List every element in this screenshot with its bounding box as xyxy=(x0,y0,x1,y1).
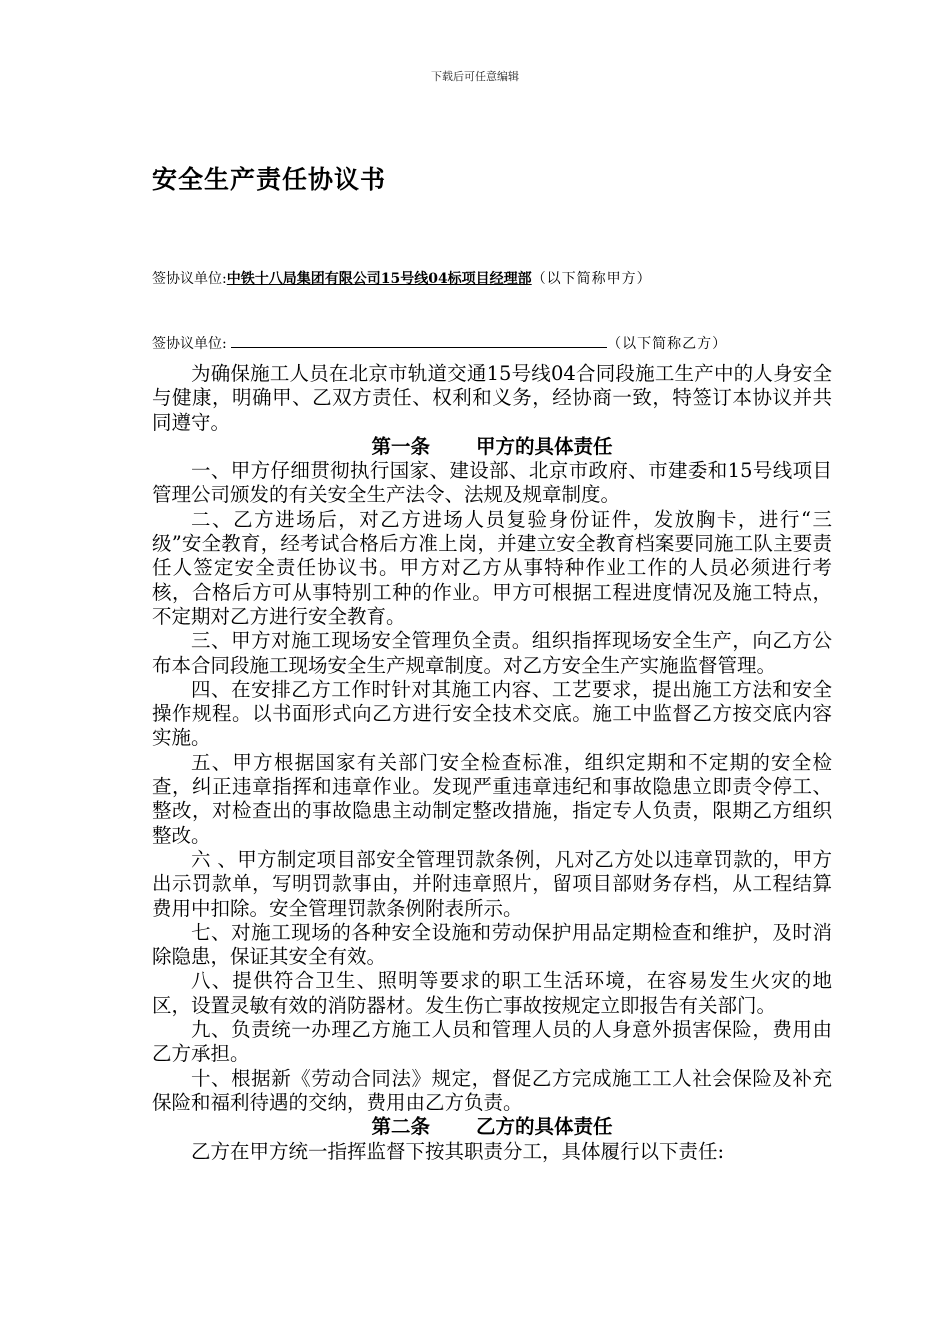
article-2-heading xyxy=(152,1115,832,1139)
signatory-a-label: 签协议单位: xyxy=(152,271,227,287)
article-1-item-10: 十、根据新《劳动合同法》规定，督促乙方完成施工工人社会保险及补充保险和福利待遇的交纳，费用由乙方负责。 xyxy=(152,1066,832,1114)
article-1-heading xyxy=(152,435,832,459)
intro-paragraph: 为确保施工人员在北京市轨道交通15号线04合同段施工生产中的人身安全与健康，明确甲、乙双方责任、权利和义务，经协商一致，特签订本协议并共同遵守。 xyxy=(152,362,832,434)
signatory-b-line xyxy=(152,333,727,353)
article-2-intro: 乙方在甲方统一指挥监督下按其职责分工，具体履行以下责任: xyxy=(191,1139,725,1163)
article-1-item-5: 五、甲方根据国家有关部门安全检查标准，组织定期和不定期的安全检查，纠正违章指挥和违章作业。发现严重违章违纪和事故隐患立即责令停工、整改，对检查出的事故隐患主动制定整改措施，指定专人负责，限期乙方组织整改。 xyxy=(152,750,832,847)
article-1-item-2: 二、乙方进场后，对乙方进场人员复验身份证件，发放胸卡，进行“三级”安全教育，经考试合格后方准上岗，并建立安全教育档案要同施工队主要责任人签定安全责任协议书。甲方对乙方从事特种作业工作的人员必须进行考核，合格后方可从事特别工种的作业。甲方可根据工程进度情况及施工特点，不定期对乙方进行安全教育。 xyxy=(152,507,832,628)
article-1-item-7: 七、对施工现场的各种安全设施和劳动保护用品定期检查和维护，及时消除隐患，保证其安全有效。 xyxy=(152,920,832,969)
article-1-item-3: 三、甲方对施工现场安全管理负全责。组织指挥现场安全生产，向乙方公布本合同段施工现场安全生产规章制度。对乙方安全生产实施监督管理。 xyxy=(152,629,832,677)
article-1-title: 甲方的具体责任 xyxy=(476,434,613,458)
article-1-item-1: 一、甲方仔细贯彻执行国家、建设部、北京市政府、市建委和15号线项目管理公司颁发的有关安全生产法令、法规及规章制度。 xyxy=(152,459,832,507)
article-1-item-8: 八、提供符合卫生、照明等要求的职工生活环境，在容易发生火灾的地区，设置灵敏有效的消防器材。发生伤亡事故按规定立即报告有关部门。 xyxy=(152,969,832,1017)
article-1-item-6: 六 、甲方制定项目部安全管理罚款条例，凡对乙方处以违章罚款的，甲方出示罚款单，写明罚款事由，并附违章照片，留项目部财务存档，从工程结算费用中扣除。安全管理罚款条例附表所示。 xyxy=(152,847,832,920)
article-1-item-9: 九、负责统一办理乙方施工人员和管理人员的人身意外损害保险，费用由乙方承担。 xyxy=(152,1018,832,1066)
signatory-a-name: 中铁十八局集团有限公司15号线04标项目经理部 xyxy=(226,271,532,287)
signatory-b-suffix: （以下简称乙方） xyxy=(607,336,728,352)
article-1-item-4: 四、在安排乙方工作时针对其施工内容、工艺要求，提出施工方法和安全操作规程。以书面形式向乙方进行安全技术交底。施工中监督乙方按交底内容实施。 xyxy=(152,677,832,750)
signatory-b-label: 签协议单位: xyxy=(152,336,227,352)
article-1-number: 第一条 xyxy=(371,434,430,458)
signatory-b-blank xyxy=(231,333,607,348)
document-title: 安全生产责任协议书 xyxy=(152,165,387,194)
signatory-a-suffix: （以下简称甲方） xyxy=(531,271,652,287)
article-2-number: 第二条 xyxy=(371,1115,430,1139)
header-note: 下载后可任意编辑 xyxy=(431,70,519,83)
signatory-a-line xyxy=(152,268,652,288)
article-2-title: 乙方的具体责任 xyxy=(476,1115,613,1139)
agreement-body xyxy=(152,362,832,1164)
